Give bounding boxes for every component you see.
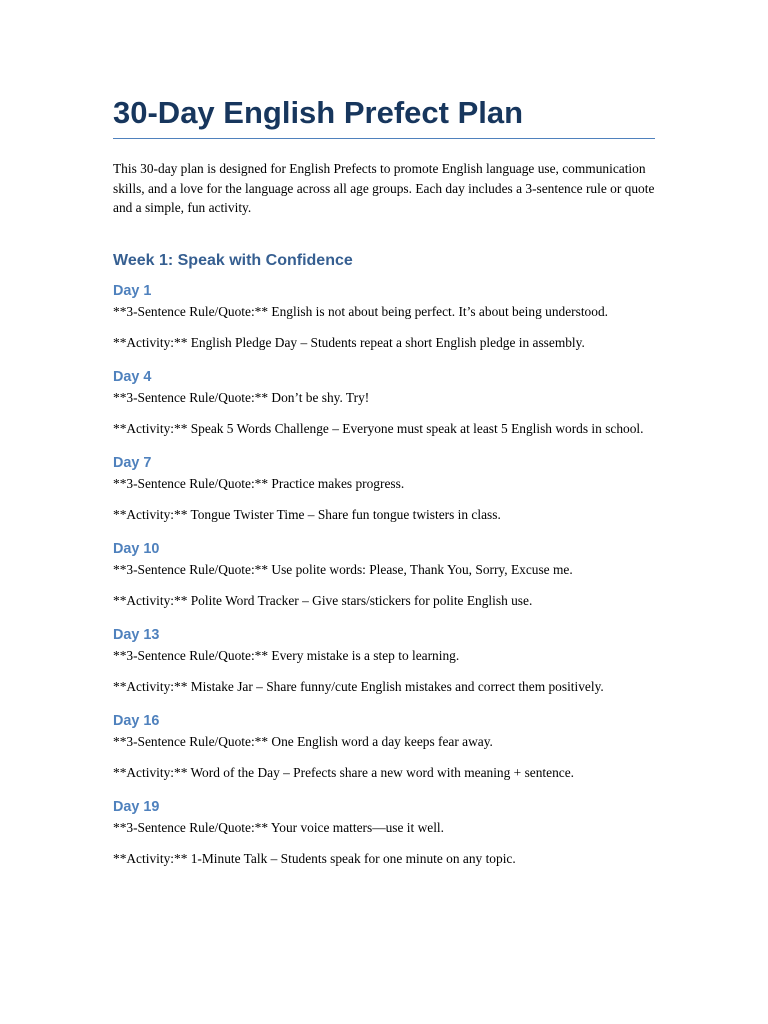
day-activity-text: **Activity:** 1-Minute Talk – Students speak for one minute on any topic. [113,851,516,866]
day-rule-text: **3-Sentence Rule/Quote:** Every mistake is a step to learning. [113,647,460,663]
day-heading: Day 13 [113,626,160,643]
day-activity-text: **Activity:** Tongue Twister Time – Share fun tongue twisters in class. [113,507,501,522]
day-rule-text: **3-Sentence Rule/Quote:** Don’t be shy. Try! [113,389,370,405]
day-block [113,453,655,525]
days-list [113,281,655,869]
document-page [113,92,655,869]
day-block [113,281,655,353]
day-block [113,625,655,697]
day-heading: Day 4 [113,368,152,385]
week-1-heading: Week 1: Speak with Confidence [113,251,353,269]
day-activity-text: **Activity:** Word of the Day – Prefects share a new word with meaning + sentence. [113,765,575,780]
day-heading: Day 7 [113,454,152,471]
day-rule-text: **3-Sentence Rule/Quote:** English is not about being perfect. It’s about being understood. [113,303,608,319]
day-block [113,367,655,439]
document-title: 30-Day English Prefect Plan [113,92,655,139]
day-rule-text: **3-Sentence Rule/Quote:** Your voice matters—use it well. [113,819,444,835]
day-heading: Day 10 [113,540,160,557]
day-heading: Day 19 [113,798,160,815]
day-rule-text: **3-Sentence Rule/Quote:** One English word a day keeps fear away. [113,733,493,749]
day-block [113,539,655,611]
day-activity-text: **Activity:** Mistake Jar – Share funny/cute English mistakes and correct them positively. [113,679,604,694]
day-block [113,797,655,869]
day-rule-text: **3-Sentence Rule/Quote:** Practice makes progress. [113,475,405,491]
day-activity-text: **Activity:** Speak 5 Words Challenge – Everyone must speak at least 5 English words in school. [113,421,644,436]
day-activity-text: **Activity:** English Pledge Day – Students repeat a short English pledge in assembly. [113,335,585,350]
day-heading: Day 16 [113,712,160,729]
day-activity-text: **Activity:** Polite Word Tracker – Give stars/stickers for polite English use. [113,593,533,608]
day-rule-text: **3-Sentence Rule/Quote:** Use polite words: Please, Thank You, Sorry, Excuse me. [113,561,573,577]
day-block [113,711,655,783]
intro-paragraph: This 30-day plan is designed for English Prefects to promote English language use, communication skills, and a love for the language across all age groups. Each day includes a 3-sentence rule or quote and a simple, fun activity. [113,161,655,215]
day-heading: Day 1 [113,282,152,299]
